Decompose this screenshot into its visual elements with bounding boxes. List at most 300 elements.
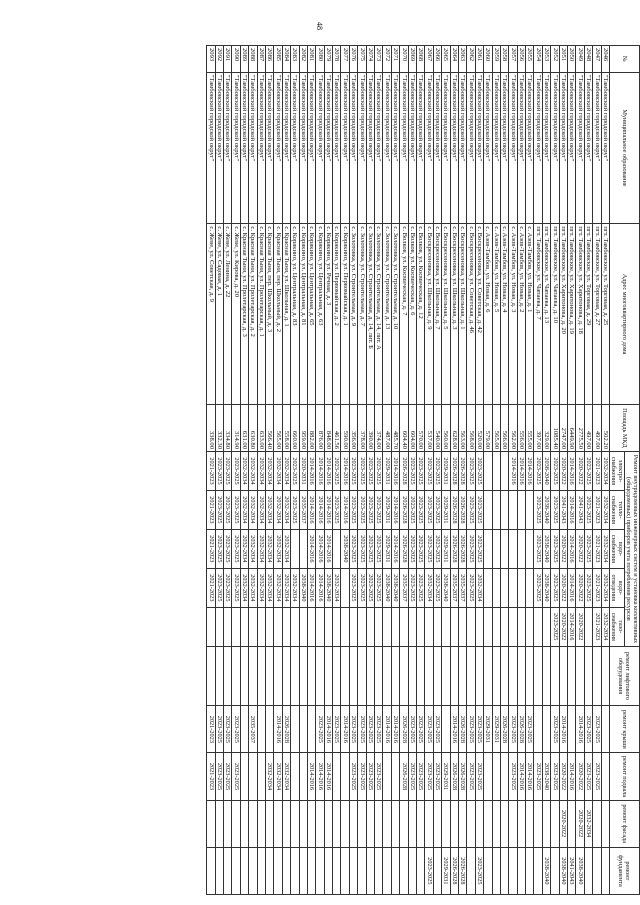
cell-address: с. Воскресеновка, ул. Школьная, д. 7 [433, 224, 441, 404]
cell-facade-year [333, 800, 341, 847]
cell-roof-year: 2023-2025 [551, 706, 559, 753]
cell-elevator-year [509, 646, 517, 705]
cell-roof-year: 2023-2025 [526, 706, 534, 753]
cell-row-number: 2065 [442, 46, 450, 73]
cell-electro-year: 2032-2034 [249, 452, 257, 491]
cell-electro-year: 2032-2034 [265, 452, 273, 491]
cell-electro-year: 2021-2023 [593, 452, 601, 491]
cell-foundation-year [224, 847, 232, 894]
cell-electro-year: 2023-2025 [375, 452, 383, 491]
table-row [224, 46, 232, 895]
cell-municipality: "Тамбовский городской округ" [425, 72, 433, 224]
cell-row-number: 2075 [358, 46, 366, 73]
cell-address: пгт. Тамбовское, ул. Торговая, д. 25 [601, 224, 609, 404]
cell-foundation-year [341, 847, 349, 894]
cell-elevator-year [568, 646, 576, 705]
cell-gas-year [517, 607, 525, 646]
cell-electro-year: 2023-2025 [584, 452, 592, 491]
table-row [484, 46, 492, 895]
cell-water-year: 2038-2040 [341, 529, 349, 568]
table-row [333, 46, 341, 895]
cell-row-number: 2049 [576, 46, 584, 73]
cell-row-number: 2068 [417, 46, 425, 73]
cell-facade-year [249, 800, 257, 847]
cell-foundation-year: 2041-2043 [568, 847, 576, 894]
cell-address: с. Воскресеновка, ул. Школьная, д. 9 [425, 224, 433, 404]
cell-basement-year: 2014-2016 [517, 753, 525, 800]
cell-foundation-year [391, 847, 399, 894]
cell-roof-year [240, 706, 248, 753]
cell-row-number: 2084 [282, 46, 290, 73]
cell-gas-year [207, 607, 215, 646]
cell-basement-year: 2014-2016 [307, 753, 315, 800]
cell-electro-year: 2032-2034 [274, 452, 282, 491]
table-row [442, 46, 450, 895]
cell-sewer-year [526, 568, 534, 607]
table-row [458, 46, 466, 895]
cell-municipality: "Тамбовский городской округ" [274, 72, 282, 224]
table-row [257, 46, 265, 895]
cell-row-number: 2072 [383, 46, 391, 73]
table-row [568, 46, 576, 895]
cell-row-number: 2070 [400, 46, 408, 73]
cell-row-number: 2050 [568, 46, 576, 73]
cell-address: с. Корякино, ул. Центральная, д. 65 [307, 224, 315, 404]
cell-municipality: "Тамбовский городской округ" [559, 72, 567, 224]
cell-roof-year: 2035-2037 [249, 706, 257, 753]
cell-heat-year: 2029-2031 [383, 490, 391, 529]
cell-roof-year: 2014-2016 [341, 706, 349, 753]
cell-elevator-year [458, 646, 466, 705]
cell-sewer-year: 2021-2023 [207, 568, 215, 607]
cell-heat-year: 2032-2034 [240, 490, 248, 529]
cell-foundation-year [492, 847, 500, 894]
cell-row-number: 2066 [433, 46, 441, 73]
cell-gas-year [542, 607, 550, 646]
cell-address: с. Жеве, ул. Кирова, д. 20 [232, 224, 240, 404]
cell-gas-year [349, 607, 357, 646]
cell-sewer-year: 2023-2025 [232, 568, 240, 607]
cell-gas-year [509, 607, 517, 646]
cell-address: с. Азов-Тамбов, ул. Новая, д. 2 [517, 224, 525, 404]
cell-elevator-year [492, 646, 500, 705]
cell-row-number: 2061 [475, 46, 483, 73]
header-sewer: водо-отведения [610, 568, 625, 607]
cell-water-year: 2023-2025 [475, 529, 483, 568]
cell-elevator-year [341, 646, 349, 705]
cell-sewer-year: 2038-2040 [391, 568, 399, 607]
cell-facade-year [433, 800, 441, 847]
cell-electro-year: 2032-2034 [601, 452, 609, 491]
cell-foundation-year: 2026-2028 [458, 847, 466, 894]
cell-row-number: 2051 [559, 46, 567, 73]
cell-heat-year: 2014-2016 [307, 490, 315, 529]
cell-electro-year: 2026-2028 [400, 452, 408, 491]
header-facade: ремонт фасада [610, 800, 640, 847]
cell-foundation-year [601, 847, 609, 894]
cell-electro-year: 2023-2025 [408, 452, 416, 491]
cell-elevator-year [559, 646, 567, 705]
cell-heat-year: 2023-2025 [417, 490, 425, 529]
cell-municipality: "Тамбовский городской округ" [458, 72, 466, 224]
cell-address: с. Волков, ул. Космическая, д. 12 [417, 224, 425, 404]
cell-basement-year: 2023-2025 [224, 753, 232, 800]
cell-basement-year: 2023-2025 [417, 753, 425, 800]
cell-foundation-year [249, 847, 257, 894]
cell-roof-year: 2023-2025 [366, 706, 374, 753]
table-row [417, 46, 425, 895]
cell-area: 570.00 [417, 404, 425, 451]
cell-gas-year [232, 607, 240, 646]
cell-facade-year [240, 800, 248, 847]
cell-roof-year: 2023-2025 [215, 706, 223, 753]
cell-foundation-year [257, 847, 265, 894]
cell-basement-year: 2023-2025 [358, 753, 366, 800]
cell-gas-year: 2014-2016 [568, 607, 576, 646]
cell-sewer-year: 2035-2037 [458, 568, 466, 607]
cell-facade-year [458, 800, 466, 847]
cell-electro-year: 2026-2028 [458, 452, 466, 491]
cell-address: пгт. Тамбовское, ул. Харитонова, д. 19 [568, 224, 576, 404]
cell-roof-year: 2014-2016 [383, 706, 391, 753]
cell-row-number: 2053 [542, 46, 550, 73]
cell-facade-year [291, 800, 299, 847]
cell-facade-year [593, 800, 601, 847]
cell-water-year: 2032-2034 [249, 529, 257, 568]
table-row [375, 46, 383, 895]
cell-roof-year: 2029-2031 [484, 706, 492, 753]
cell-sewer-year: 2014-2016 [568, 568, 576, 607]
cell-sewer-year: 2023-2025 [358, 568, 366, 607]
cell-heat-year: 2026-2028 [458, 490, 466, 529]
cell-sewer-year: 2038-2040 [383, 568, 391, 607]
cell-address: с. Воскресеновка, ул. Школьная, д. 1 [458, 224, 466, 404]
cell-roof-year: 2023-2025 [417, 706, 425, 753]
page-number: 48 [315, 22, 324, 30]
cell-heat-year [517, 490, 525, 529]
cell-facade-year [425, 800, 433, 847]
cell-area: 329.00 [542, 404, 550, 451]
cell-foundation-year [240, 847, 248, 894]
cell-gas-year [274, 607, 282, 646]
cell-water-year [509, 529, 517, 568]
table-row [534, 46, 542, 895]
cell-facade-year [207, 800, 215, 847]
cell-municipality: "Тамбовский городской округ" [316, 72, 324, 224]
cell-sewer-year: 2038-2040 [299, 568, 307, 607]
cell-roof-year: 2026-2028 [282, 706, 290, 753]
cell-electro-year [492, 452, 500, 491]
cell-water-year: 2014-2016 [324, 529, 332, 568]
cell-address: с. Волков, ул. Космическая, д. 7 [400, 224, 408, 404]
cell-gas-year: 2032-2034 [601, 607, 609, 646]
cell-foundation-year [282, 847, 290, 894]
cell-heat-year: 2041-2043 [576, 490, 584, 529]
cell-basement-year [391, 753, 399, 800]
cell-gas-year [492, 607, 500, 646]
cell-area: 563.00 [458, 404, 466, 451]
cell-municipality: "Тамбовский городской округ" [408, 72, 416, 224]
cell-gas-year [484, 607, 492, 646]
cell-sewer-year: 2032-2034 [274, 568, 282, 607]
cell-foundation-year [307, 847, 315, 894]
cell-basement-year [341, 753, 349, 800]
cell-water-year: 2023-2025 [417, 529, 425, 568]
cell-basement-year: 2023-2025 [584, 753, 592, 800]
cell-heat-year: 2023-2025 [232, 490, 240, 529]
cell-heat-year: 2035-2037 [299, 490, 307, 529]
cell-gas-year [366, 607, 374, 646]
cell-electro-year: 2023-2025 [433, 452, 441, 491]
cell-basement-year: 2014-2016 [316, 753, 324, 800]
cell-elevator-year [324, 646, 332, 705]
cell-water-year [526, 529, 534, 568]
cell-basement-year [299, 753, 307, 800]
cell-sewer-year: 2032-2034 [475, 568, 483, 607]
cell-water-year: 2014-2016 [307, 529, 315, 568]
cell-electro-year: 2014-2016 [509, 452, 517, 491]
cell-heat-year [500, 490, 508, 529]
cell-elevator-year [526, 646, 534, 705]
cell-sewer-year [492, 568, 500, 607]
cell-water-year: 2023-2025 [425, 529, 433, 568]
table-row [526, 46, 534, 895]
cell-facade-year [232, 800, 240, 847]
cell-row-number: 2059 [492, 46, 500, 73]
cell-facade-year [442, 800, 450, 847]
cell-foundation-year [207, 847, 215, 894]
cell-basement-year: 2014-2016 [324, 753, 332, 800]
cell-electro-year: 2014-2016 [568, 452, 576, 491]
cell-facade-year [509, 800, 517, 847]
cell-foundation-year: 2038-2040 [559, 847, 567, 894]
cell-sewer-year [341, 568, 349, 607]
cell-facade-year [375, 800, 383, 847]
cell-address: с. Корякино, ул. Центральная, д. 63 [316, 224, 324, 404]
cell-row-number: 2077 [341, 46, 349, 73]
cell-foundation-year [265, 847, 273, 894]
cell-area: 461.56 [333, 404, 341, 451]
table-row [509, 46, 517, 895]
cell-electro-year: 2023-2025 [358, 452, 366, 491]
cell-facade-year [400, 800, 408, 847]
cell-basement-year: 2023-2025 [366, 753, 374, 800]
cell-sewer-year: 2020-2022 [576, 568, 584, 607]
cell-address: с. Золотовка, ул. Строительная, д. 13 [383, 224, 391, 404]
cell-heat-year: 2023-2025 [375, 490, 383, 529]
cell-roof-year: 2023-2025 [475, 706, 483, 753]
cell-sewer-year [500, 568, 508, 607]
cell-gas-year [265, 607, 273, 646]
header-roof: ремонт крыши [610, 706, 640, 753]
cell-elevator-year [400, 646, 408, 705]
cell-gas-year [417, 607, 425, 646]
cell-municipality: "Тамбовский городской округ" [383, 72, 391, 224]
cell-basement-year [291, 753, 299, 800]
cell-facade-year [215, 800, 223, 847]
cell-gas-year [391, 607, 399, 646]
cell-electro-year: 2032-2034 [282, 452, 290, 491]
cell-electro-year: 2023-2025 [551, 452, 559, 491]
cell-elevator-year [475, 646, 483, 705]
cell-sewer-year: 2032-2034 [257, 568, 265, 607]
cell-area: 566.40 [265, 404, 273, 451]
cell-area: 540.00 [433, 404, 441, 451]
cell-facade-year [349, 800, 357, 847]
cell-sewer-year: 2014-2016 [316, 568, 324, 607]
cell-heat-year: 2023-2025 [425, 490, 433, 529]
cell-elevator-year [249, 646, 257, 705]
cell-foundation-year [316, 847, 324, 894]
cell-roof-year [291, 706, 299, 753]
cell-sewer-year: 2032-2034 [333, 568, 341, 607]
cell-address: с. Азов-Тамбов, ул. Новая, д. 4 [500, 224, 508, 404]
cell-row-number: 2083 [291, 46, 299, 73]
cell-basement-year: 2023-2025 [425, 753, 433, 800]
cell-water-year: 2023-2025 [366, 529, 374, 568]
cell-heat-year [492, 490, 500, 529]
cell-foundation-year [299, 847, 307, 894]
cell-area: 537.00 [425, 404, 433, 451]
cell-water-year: 2023-2025 [224, 529, 232, 568]
cell-area: 568.00 [467, 404, 475, 451]
table-row [265, 46, 273, 895]
table-row [249, 46, 257, 895]
cell-facade-year [282, 800, 290, 847]
cell-heat-year [526, 490, 534, 529]
cell-elevator-year [425, 646, 433, 705]
cell-address: с. Воскресеновка, ул. Советская, д. 46 [467, 224, 475, 404]
cell-roof-year: 2023-2025 [584, 706, 592, 753]
cell-municipality: "Тамбовский городской округ" [257, 72, 265, 224]
cell-area: 562.00 [509, 404, 517, 451]
cell-electro-year: 2032-2034 [257, 452, 265, 491]
header-water: водо-снабжения [610, 529, 625, 568]
cell-water-year: 2032-2034 [240, 529, 248, 568]
cell-electro-year: 2023-2025 [534, 452, 542, 491]
cell-roof-year: 2023-2025 [509, 706, 517, 753]
cell-water-year: 2029-2031 [442, 529, 450, 568]
cell-facade-year [551, 800, 559, 847]
cell-facade-year [383, 800, 391, 847]
cell-municipality: "Тамбовский городской округ" [526, 72, 534, 224]
cell-area: 565.00 [492, 404, 500, 451]
cell-foundation-year [291, 847, 299, 894]
cell-water-year: 2032-2034 [274, 529, 282, 568]
cell-water-year: 2038-2040 [542, 529, 550, 568]
cell-basement-year: 2032-2034 [265, 753, 273, 800]
cell-electro-year: 2023-2025 [425, 452, 433, 491]
cell-gas-year [526, 607, 534, 646]
cell-elevator-year [282, 646, 290, 705]
cell-municipality: "Тамбовский городской округ" [232, 72, 240, 224]
cell-gas-year: 2023-2025 [551, 607, 559, 646]
cell-electro-year: 2023-2025 [417, 452, 425, 491]
cell-row-number: 2062 [467, 46, 475, 73]
cell-basement-year [492, 753, 500, 800]
cell-facade-year [534, 800, 542, 847]
cell-water-year: 2023-2025 [358, 529, 366, 568]
cell-municipality: "Тамбовский городской округ" [265, 72, 273, 224]
cell-water-year: 2026-2028 [400, 529, 408, 568]
cell-foundation-year [375, 847, 383, 894]
cell-elevator-year [601, 646, 609, 705]
cell-address: пгт. Тамбовское, ул. Чапаева, д. 10 [551, 224, 559, 404]
cell-facade-year [484, 800, 492, 847]
cell-basement-year: 2026-2028 [450, 753, 458, 800]
cell-address: с. Корякино, ул. Первомайская, д. 1 [341, 224, 349, 404]
cell-heat-year: 2021-2023 [593, 490, 601, 529]
cell-area: 485.70 [391, 404, 399, 451]
cell-foundation-year: 2023-2025 [475, 847, 483, 894]
cell-basement-year: 2026-2028 [400, 753, 408, 800]
table-row [341, 46, 349, 895]
cell-water-year [517, 529, 525, 568]
cell-municipality: "Тамбовский городской округ" [391, 72, 399, 224]
table-row [559, 46, 567, 895]
cell-facade-year [408, 800, 416, 847]
cell-electro-year: 2032-2034 [240, 452, 248, 491]
cell-elevator-year [551, 646, 559, 705]
cell-roof-year: 2026-2028 [400, 706, 408, 753]
cell-electro-year: 2023-2025 [215, 452, 223, 491]
cell-municipality: "Тамбовский городской округ" [207, 72, 215, 224]
table-row [542, 46, 550, 895]
cell-elevator-year [542, 646, 550, 705]
cell-sewer-year: 2035-2037 [400, 568, 408, 607]
cell-foundation-year [484, 847, 492, 894]
cell-area: 579.00 [484, 404, 492, 451]
cell-row-number: 2085 [274, 46, 282, 73]
cell-municipality: "Тамбовский городской округ" [576, 72, 584, 224]
cell-sewer-year: 2035-2037 [450, 568, 458, 607]
cell-row-number: 2064 [450, 46, 458, 73]
cell-elevator-year [224, 646, 232, 705]
cell-sewer-year: 2023-2025 [349, 568, 357, 607]
cell-row-number: 2079 [324, 46, 332, 73]
cell-foundation-year [215, 847, 223, 894]
cell-municipality: "Тамбовский городской округ" [341, 72, 349, 224]
cell-area: 876.00 [316, 404, 324, 451]
cell-gas-year [475, 607, 483, 646]
cell-elevator-year [391, 646, 399, 705]
cell-address: с. Азов-Тамбов, ул. Новая, д. 3 [509, 224, 517, 404]
cell-address: с. Азов-Тамбов, ул. Новая, д. 6 [484, 224, 492, 404]
cell-gas-year [240, 607, 248, 646]
cell-sewer-year: 2021-2023 [593, 568, 601, 607]
cell-address: пгт. Тамбовское, ул. Чапаева, д. 7 [534, 224, 542, 404]
cell-heat-year: 2023-2025 [408, 490, 416, 529]
cell-basement-year [240, 753, 248, 800]
cell-address: с. Воскресеновка, ул. Советская, д. 42 [475, 224, 483, 404]
cell-address: с. Жеве, ул. Садовая, д. 1 [215, 224, 223, 404]
table-row [282, 46, 290, 895]
cell-gas-year [257, 607, 265, 646]
table-row [433, 46, 441, 895]
cell-sewer-year: 2023-2025 [224, 568, 232, 607]
cell-area: 604.40 [400, 404, 408, 451]
cell-electro-year: 2029-2031 [442, 452, 450, 491]
cell-row-number: 2080 [316, 46, 324, 73]
cell-address: с. Золотовка, ул. Строительная, д. 14, лит. Б [366, 224, 374, 404]
cell-foundation-year [526, 847, 534, 894]
cell-water-year: 2023-2025 [232, 529, 240, 568]
cell-basement-year: 2023-2025 [215, 753, 223, 800]
cell-sewer-year: 2032-2034 [601, 568, 609, 607]
cell-address: с. Корякино, ул. Речная, д. 3 [324, 224, 332, 404]
cell-area: 334.80 [224, 404, 232, 451]
cell-area: 2775.50 [576, 404, 584, 451]
